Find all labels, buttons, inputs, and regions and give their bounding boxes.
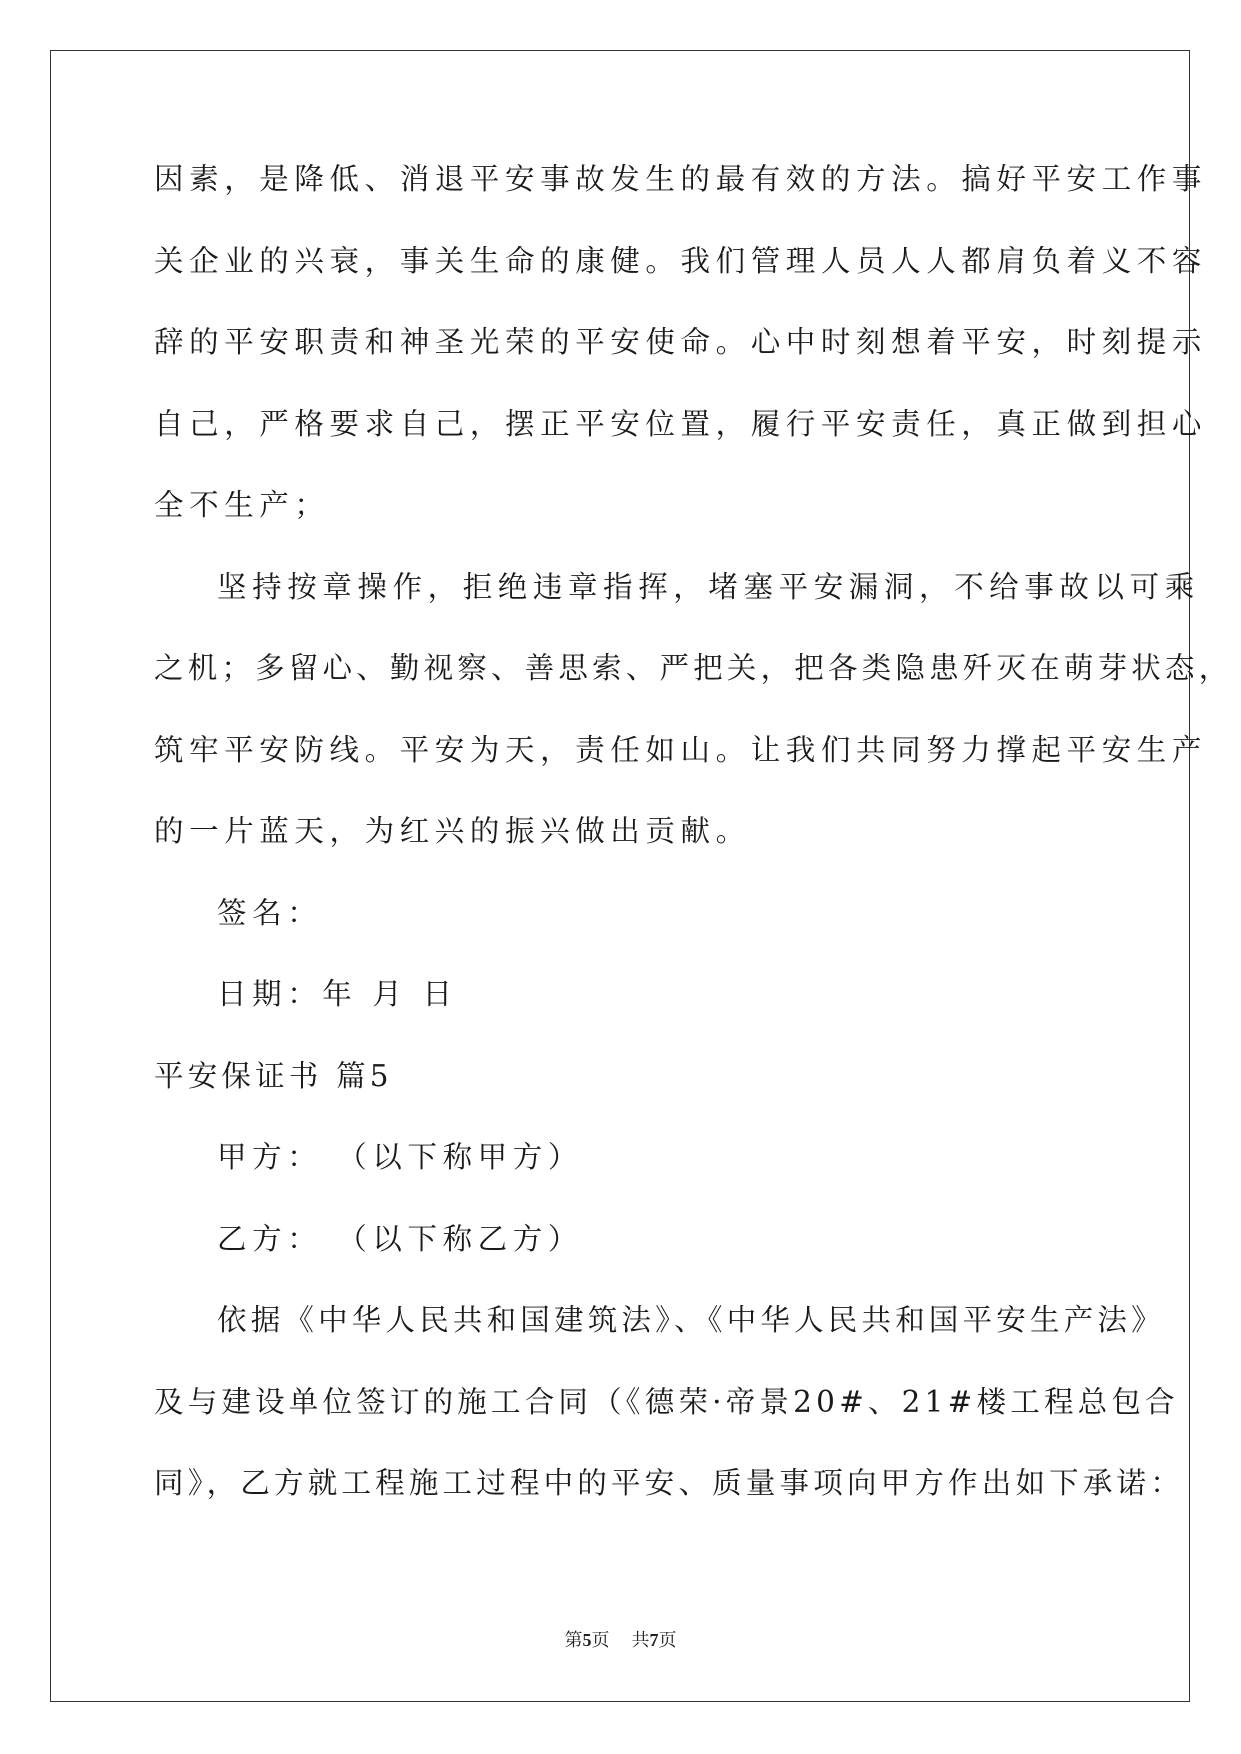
- section-heading: 平安保证书 篇5: [154, 1058, 393, 1093]
- footer-total-suffix: 页: [658, 1630, 677, 1651]
- total-pages-number: 7: [649, 1630, 659, 1650]
- paragraph-line: 及与建设单位签订的施工合同（《德荣·帝景20#、21#楼工程总包合: [154, 1384, 1179, 1419]
- signature-label: 签名：: [217, 895, 323, 930]
- page-footer: [0, 1626, 1241, 1652]
- footer-page-suffix: 页: [591, 1630, 610, 1651]
- party-b-line: 乙方： （以下称乙方）: [217, 1221, 583, 1256]
- paragraph-line: 辞的平安职责和神圣光荣的平安使命。心中时刻想着平安，时刻提示: [154, 325, 1208, 359]
- footer-prefix: 第: [564, 1630, 583, 1651]
- paragraph-line: 全不生产；: [154, 488, 330, 522]
- paragraph-line: 依据《中华人民共和国建筑法》、《中华人民共和国平安生产法》: [217, 1303, 1165, 1337]
- paragraph-line: 之机；多留心、勤视察、善思索、严把关，把各类隐患歼灭在萌芽状态，: [154, 651, 1233, 685]
- paragraph-line: 同》，乙方就工程施工过程中的平安、质量事项向甲方作出如下承诺：: [154, 1466, 1184, 1500]
- footer-total-prefix: 共: [631, 1630, 650, 1651]
- paragraph-line: 筑牢平安防线。平安为天，责任如山。让我们共同努力撑起平安生产: [154, 732, 1208, 767]
- current-page-number: 5: [582, 1630, 592, 1650]
- party-a-line: 甲方： （以下称甲方）: [217, 1140, 583, 1174]
- document-body: [154, 155, 1233, 1541]
- paragraph-line: 因素，是降低、消退平安事故发生的最有效的方法。搞好平安工作事: [154, 162, 1208, 196]
- paragraph-line: 关企业的兴衰，事关生命的康健。我们管理人员人人都肩负着义不容: [154, 243, 1208, 278]
- paragraph-line: 自己，严格要求自己，摆正平安位置，履行平安责任，真正做到担心: [154, 406, 1208, 441]
- paragraph-line: 坚持按章操作，拒绝违章指挥，堵塞平安漏洞，不给事故以可乘: [217, 569, 1200, 604]
- date-label: 日期：年 月 日: [217, 977, 458, 1011]
- paragraph-line: 的一片蓝天，为红兴的振兴做出贡献。: [154, 814, 751, 848]
